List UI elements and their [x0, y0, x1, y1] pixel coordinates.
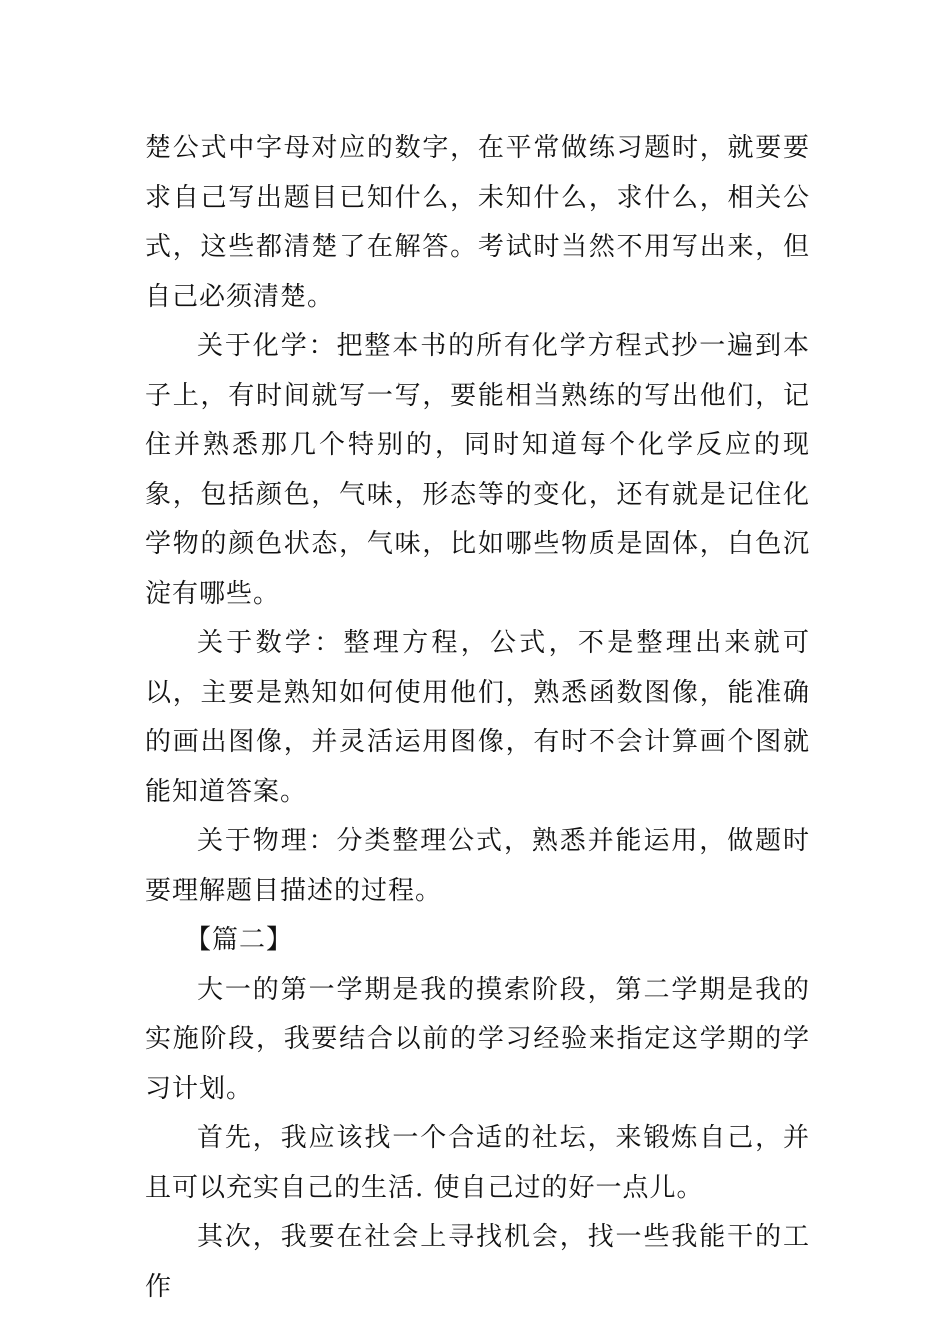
paragraph-physics: 关于物理：分类整理公式，熟悉并能运用，做题时要理解题目描述的过程。	[145, 826, 810, 906]
paragraph-continuation: 楚公式中字母对应的数字，在平常做练习题时，就要要求自己写出题目已知什么，未知什么，求什么，相关公式，这些都清楚了在解答。考试时当然不用写出来，但自己必须清楚。	[145, 133, 810, 312]
document-body	[145, 124, 810, 1312]
paragraph-chemistry: 关于化学：把整本书的所有化学方程式抄一遍到本子上，有时间就写一写，要能相当熟练的写出他们，记住并熟悉那几个特别的，同时知道每个化学反应的现象，包括颜色，气味，形态等的变化，还有就是记住化学物的颜色状态，气味，比如哪些物质是固体，白色沉淀有哪些。	[145, 331, 810, 609]
paragraph-math: 关于数学：整理方程，公式，不是整理出来就可以，主要是熟知如何使用他们，熟悉函数图像，能准确的画出图像，并灵活运用图像，有时不会计算画个图就能知道答案。	[145, 628, 810, 807]
paragraph-first: 首先，我应该找一个合适的社坛，来锻炼自己，并且可以充实自己的生活. 使自己过的好一点儿。	[145, 1123, 810, 1203]
paragraph-intro: 大一的第一学期是我的摸索阶段，第二学期是我的实施阶段，我要结合以前的学习经验来指定这学期的学习计划。	[145, 974, 810, 1104]
paragraph-second: 其次，我要在社会上寻找机会，找一些我能干的工作	[145, 1222, 810, 1302]
section-heading: 【篇二】	[185, 925, 294, 955]
